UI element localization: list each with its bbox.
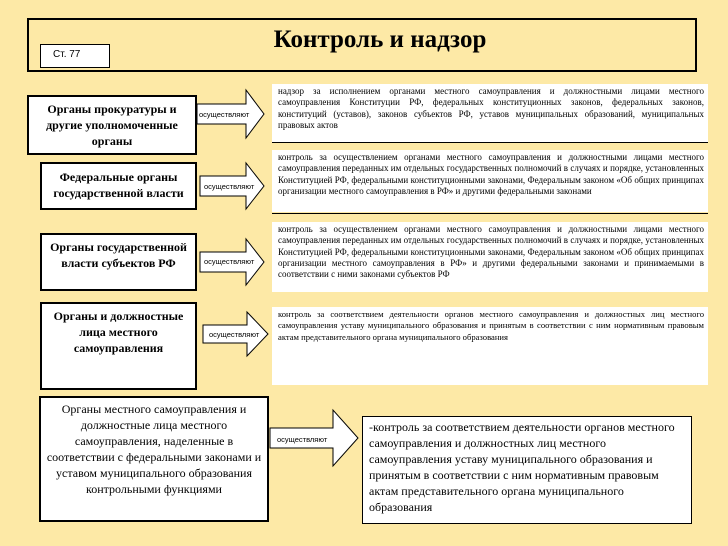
subject-box-regional: Органы государственной власти субъектов РФ	[40, 233, 197, 291]
activity-box-1: надзор за исполнением органами местного самоуправления и должностными лицами местного самоуправления Конституции РФ, федеральных конституционных законов, федеральных законов, конституций (уставов), законов субъектов РФ, уставов муниципальных образований, муниципальных правовых актов	[272, 84, 708, 142]
page-title: Контроль и надзор	[273, 26, 487, 53]
arrow-label-3: осуществляют	[204, 257, 255, 266]
activity-box-4: контроль за соответствием деятельности органов местного самоуправления и должностных лиц местного самоуправления уставу муниципального образования и принятым в соответствии с ним нормативным правовым актам представительного органа муниципального образования	[272, 307, 708, 385]
activity-box-2: контроль за осуществлением органами местного самоуправления и должностными лицами местного самоуправления переданных им отдельных государственных полномочий в случаях и порядке, установленных Конституцией РФ, федеральными конституционными законами, Федеральным законом «Об общих принципах организации местного самоуправления в РФ» и другими федеральными законами	[272, 150, 708, 212]
arrow-label-1: осуществляют	[199, 110, 250, 119]
subject-box-control-bodies: Органы местного самоуправления и должностные лица местного самоуправления, наделенные в соответствии с федеральными законами и уставом муниципального образования контрольными функциями	[39, 396, 269, 522]
divider-1	[272, 142, 708, 143]
article-number: Ст. 77	[40, 44, 110, 68]
arrow-label-2: осуществляют	[204, 182, 255, 191]
subject-box-local-officials: Органы и должностные лица местного самоуправления	[40, 302, 197, 390]
subject-box-prosecutors: Органы прокуратуры и другие уполномоченные органы	[27, 95, 197, 155]
arrow-label-5: осуществляют	[277, 435, 328, 444]
divider-2	[272, 213, 708, 214]
subject-box-federal: Федеральные органы государственной власти	[40, 162, 197, 210]
arrow-label-4: осуществляют	[209, 330, 260, 339]
activity-box-5: -контроль за соответствием деятельности органов местного самоуправления и должностных лиц местного самоуправления уставу муниципального образования и принятым в соответствии с ним нормативным правовым актам представительного органа муниципального образования	[362, 416, 692, 524]
activity-box-3: контроль за осуществлением органами местного самоуправления и должностными лицами местного самоуправления переданных им отдельных государственных полномочий в случаях и порядке, установленных Конституцией РФ, федеральными конституционными законами, Федеральным законом «Об общих принципах организации местного самоуправления в РФ» и другими федеральными законами и принимаемыми в соответствии с ними законами субъектов РФ	[272, 222, 708, 292]
